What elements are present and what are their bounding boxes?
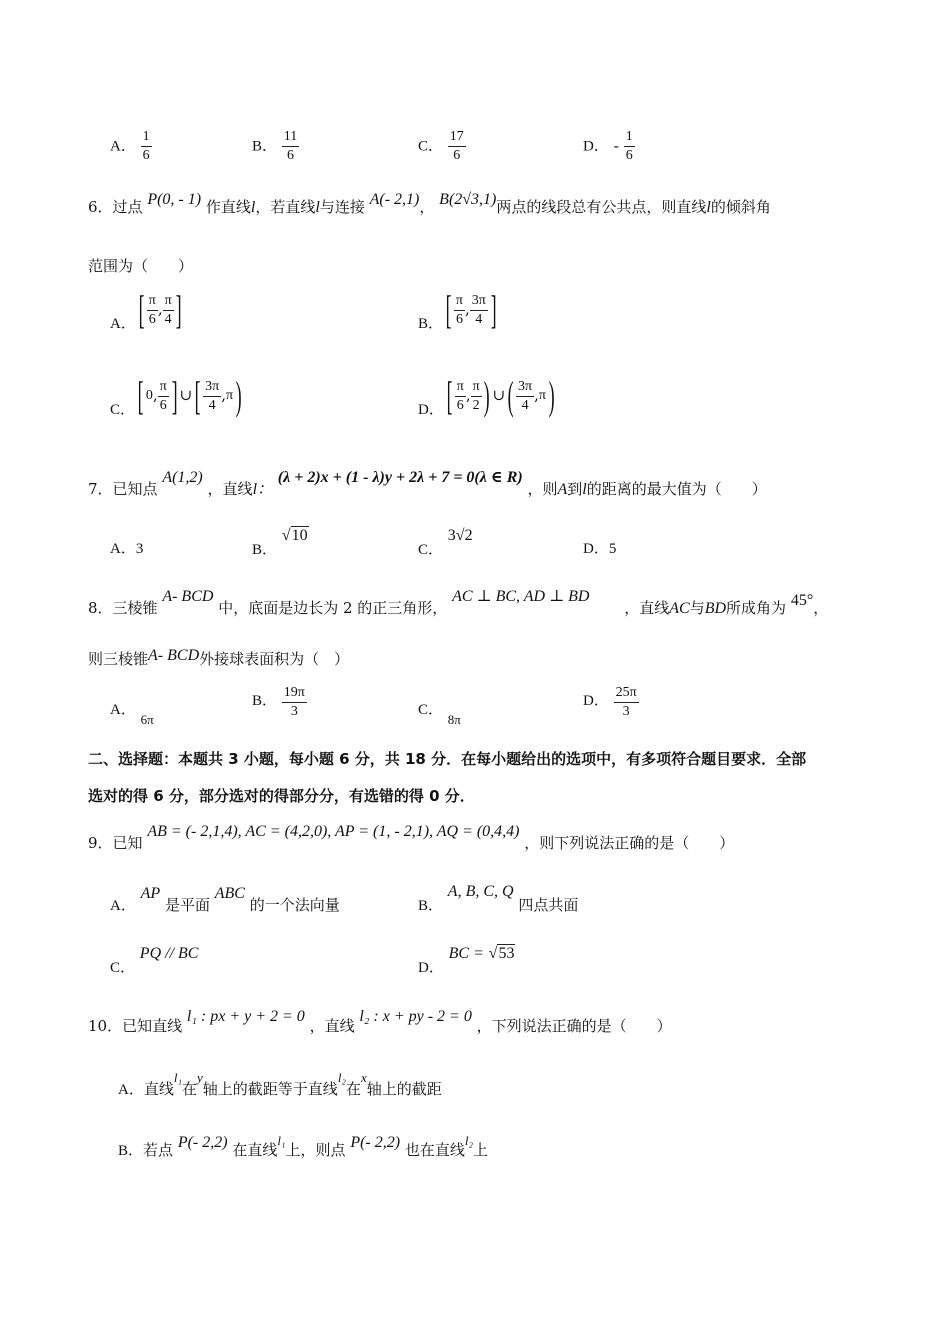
fraction [282,684,307,721]
line-l2: l₂ [337,1070,346,1085]
radicand: 10 [291,527,308,544]
q9-option-b [418,880,579,914]
numerator: 1 [624,128,635,147]
text: ，则下列说法正确的是（ ） [524,834,735,852]
left-bracket: [ [446,373,453,418]
text: 在 [182,1080,198,1098]
points-list: A, B, C, Q [447,883,514,900]
q7-option-a [110,537,143,558]
fraction [282,128,299,165]
denominator: 6 [625,148,633,163]
point-p: P(- 2,2) [350,1134,401,1151]
zero [146,387,153,405]
text: ， [419,198,435,216]
option-value: 3√2 [447,527,473,544]
text: 上 [473,1141,489,1159]
text: 在直线 [232,1141,278,1159]
section-heading-line2: 选对的得 6 分，部分选对的得部分分，有选错的得 0 分． [88,787,475,805]
option-label: A． [110,316,136,332]
pi [226,387,233,405]
left-bracket: [ [137,373,144,418]
fraction [455,378,466,415]
fraction [470,292,488,329]
section-heading-line1: 二、选择题：本题共 3 小题，每小题 6 分，共 18 分．在每小题给出的选项中，有多项符合题目要求．全部 [88,750,807,768]
text: ，直线 [309,1017,355,1035]
numerator: 1 [141,128,152,147]
text: 轴上的截距等于直线 [202,1080,338,1098]
line-l: l [315,199,320,216]
option-label: C． [418,138,444,155]
line-ac: AC [669,600,690,617]
option-label: C． [110,402,136,418]
line-l1: l₁ [173,1070,182,1085]
q7-option-c [418,524,473,558]
q7-prefix: 7．已知点 [88,480,158,498]
option-label: A． [110,138,136,155]
union-symbol: ∪ [492,386,506,404]
y-axis-symbol: y [197,1070,203,1085]
q10-option-b [118,1133,489,1160]
denominator: 2 [472,397,480,413]
numerator: π [454,292,465,311]
q5-option-d [583,128,635,165]
text: 与连接 [319,198,365,216]
text: ，下列说法正确的是（ ） [476,1017,672,1035]
q8-stem-line2 [88,648,349,669]
left-bracket: [ [445,287,452,332]
option-label: A． [110,702,136,718]
value: 0 [145,388,153,403]
denominator: 6 [455,311,463,327]
q10-option-a [118,1070,442,1099]
line-l: l [250,199,256,216]
right-bracket: ] [171,373,178,418]
option-value: 8π [447,712,461,727]
q9-stem [88,823,735,853]
numerator: 19π [282,684,307,703]
q6-prefix: 6．过点 [88,198,143,216]
solid-name: A- BCD [162,588,214,605]
text: ，则 [527,480,558,498]
q8-option-c [418,698,461,727]
text: ， [813,599,829,617]
line-equation: (λ + 2)x + (1 - λ)y + 2λ + 7 = 0(λ ∈ R) [277,469,523,486]
text: 的倾斜角 [710,198,771,216]
text: 是平面 [164,896,210,914]
option-label: D． [583,138,609,155]
q6-option-d: D． [ $\frac{\pi}{6}$ , $\frac{\pi}{2}$ ) ∪ ( $\frac{3\pi}{4}$ ,π ) [418,373,555,418]
option-label: B． [252,692,278,709]
text: 与 [689,599,705,617]
q6-option-a: A． [ $\frac{\pi}{6}$ , $\frac{\pi}{4}$ ] [110,287,183,332]
denominator: 6 [456,397,464,413]
denominator: 6 [453,148,461,163]
sqrt-expression: √10 [281,527,308,544]
line-l2: l₂ [464,1133,474,1148]
text: 上，则点 [285,1141,346,1159]
numerator: 11 [282,128,299,147]
q9-option-c [110,942,199,976]
point-b: B(2√3,1) [439,191,497,208]
option-label: D． [583,541,609,557]
option-label: B． [252,138,278,155]
option-label: B． [252,542,278,558]
line-bd: BD [704,600,727,617]
right-paren: ) [548,373,555,418]
q7-stem [88,469,767,499]
fraction [471,378,482,415]
q8-option-b [252,684,307,721]
q9-prefix: 9．已知 [88,834,143,852]
fraction [614,684,639,721]
q6-option-b: B． [ $\frac{\pi}{6}$ , $\frac{3\pi}{4}$ ] [418,287,497,332]
fraction [448,128,466,165]
radicand: 53 [498,945,515,962]
line-l: l [582,481,587,498]
text: ，直线 [624,599,670,617]
text: 两点的线段总有公共点，则直线 [496,198,707,216]
vector-list: AB = (- 2,1,4), AC = (4,2,0), AP = (1, - 2,1), AQ = (0,4,4) [147,823,520,840]
option-label: D． [418,402,444,418]
option-label: B． [418,898,444,914]
q5-option-a [110,128,152,165]
option-label: B． [118,1143,144,1159]
numerator: π [455,378,466,397]
text: 若点 [143,1141,174,1159]
q8-option-d [583,684,639,721]
numerator: 3π [203,378,221,397]
numerator: π [147,292,158,311]
angle-value: 45° [790,592,814,609]
text: ，直线 [207,480,253,498]
option-label: D． [418,960,444,976]
left-bracket: [ [138,287,145,332]
text: 的距离的最大值为（ ） [586,480,767,498]
option-label: B． [418,316,444,332]
text: 也在直线 [404,1141,465,1159]
q10-stem [88,1008,672,1036]
option-value: 6π [140,712,154,727]
option-value: 3 [135,541,144,557]
vector-ap: AP [140,885,161,902]
value: π [538,388,546,403]
x-axis-symbol: x [360,1070,367,1085]
left-paren: ( [507,373,514,418]
fraction [141,128,152,165]
minus-sign: - [613,137,619,155]
q10-prefix: 10．已知直线 [88,1017,183,1035]
q9-option-a [110,882,340,914]
right-paren: ) [484,373,491,418]
text: 直线 [143,1080,174,1098]
q5-option-b [252,128,299,165]
plane-abc: ABC [214,885,245,902]
denominator: 3 [290,704,298,719]
denominator: 6 [142,148,150,163]
right-paren: ) [235,373,242,418]
point-p: P(- 2,2) [177,1134,228,1151]
right-bracket: ] [490,287,497,332]
text: 的一个法向量 [249,896,340,914]
point-a: A(- 2,1) [369,191,420,208]
perpendicular-condition: AC ⊥ BC, AD ⊥ BD [452,588,590,605]
text: 四点共面 [518,896,579,914]
solid-name: A- BCD [148,647,200,664]
line-l1-equation: l₁ : px + y + 2 = 0 [186,1008,305,1025]
q7-option-b [252,524,309,558]
denominator: 6 [159,397,167,413]
option-label: A． [110,541,136,557]
fraction [158,378,169,415]
denominator: 4 [521,397,529,413]
q6-stem [88,191,771,217]
q6-stem-line2: 范围为（ ） [88,257,194,275]
option-label: C． [418,542,444,558]
numerator: π [471,378,482,397]
parallel-statement: PQ // BC [139,945,199,962]
numerator: π [163,292,174,311]
pi [539,387,546,405]
line-l2-equation: l₂ : x + py - 2 = 0 [359,1008,472,1025]
option-label: A． [110,898,136,914]
text: 所成角为 [726,599,787,617]
line-l1: l₁ [277,1133,286,1148]
q8-prefix: 8．三棱锥 [88,599,158,617]
denominator: 6 [287,148,295,163]
fraction [163,292,174,329]
right-bracket: ] [176,287,183,332]
numerator: 3π [470,292,488,311]
line-l: l： [252,481,274,498]
union-symbol: ∪ [179,386,193,404]
numerator: π [158,378,169,397]
numerator: 25π [614,684,639,703]
sqrt-expression: √53 [488,945,515,962]
denominator: 4 [208,397,216,413]
length-expression: BC = [448,945,484,962]
text: 则三棱锥 [88,650,149,668]
q9-option-d [418,942,515,976]
fraction [147,292,158,329]
point-a: A(1,2) [162,469,203,486]
fraction [203,378,221,415]
text: ，若直线 [255,198,316,216]
fraction [516,378,534,415]
text: 中，底面是边长为 2 的正三角形， [218,599,448,617]
numerator: 3π [516,378,534,397]
q6-option-c: C． [ 0, $\frac{\pi}{6}$ ] ∪ [ $\frac{3\pi}{4}$ ,π ) [110,373,242,418]
line-l: l [706,199,711,216]
text: 到 [567,480,583,498]
value: π [225,388,234,403]
option-label: C． [418,702,444,718]
left-bracket: [ [194,373,201,418]
point-a-name: A [557,481,568,498]
option-label: D． [583,692,609,709]
fraction [454,292,465,329]
q7-option-d [583,537,616,558]
option-label: A． [118,1082,144,1098]
denominator: 4 [164,311,172,327]
text: 外接球表面积为（ ） [199,650,350,668]
text: 作直线 [205,198,251,216]
denominator: 3 [622,704,630,719]
option-value: 5 [608,541,617,557]
denominator: 6 [148,311,156,327]
point-p: P(0, - 1) [147,191,202,208]
fraction [624,128,635,165]
q8-stem [88,588,829,618]
q5-option-c [418,128,466,165]
q8-option-a [110,698,154,727]
option-label: C． [110,960,136,976]
denominator: 4 [475,311,483,327]
text: 轴上的截距 [366,1080,442,1098]
text: 在 [345,1080,361,1098]
numerator: 17 [448,128,466,147]
